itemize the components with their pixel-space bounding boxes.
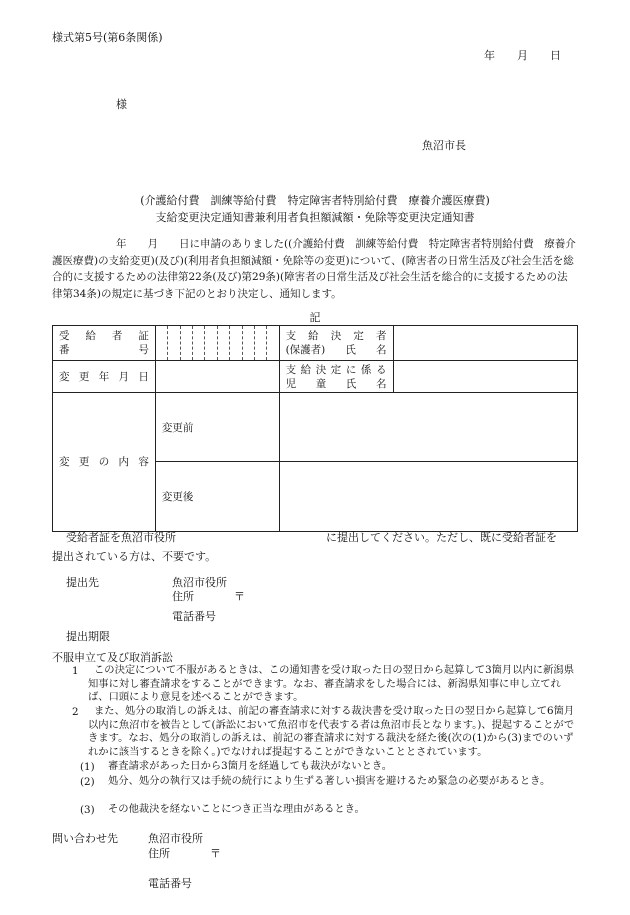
contact-postal-mark: 〒	[210, 847, 221, 860]
table-label-char: 氏	[345, 344, 356, 356]
appeal-sub-2: 処分、処分の執行又は手続の続行により生ずる著しい損害を避けるため緊急の必要があるとき。	[108, 775, 551, 787]
dest-name: 魚沼市役所	[172, 576, 227, 589]
table-label-char: 決	[315, 363, 327, 376]
contact-phone-label: 電話番号	[148, 877, 192, 890]
appeal-sub-2-number: (2)	[80, 776, 95, 788]
dest-address-label: 住所	[172, 590, 194, 603]
table-label-char: 年	[98, 370, 110, 383]
table-label-char: 容	[138, 456, 149, 468]
table-label-char: 係	[360, 363, 372, 376]
guardian-name-label	[279, 326, 393, 361]
appeal-item-1: この決定について不服があるときは、この通知書を受け取った日の翌日から起算して3箇月以内に新潟県知事に対し審査請求をすることができます。なお、審査請求をした場合には、新潟県知事に申し立てれば、口頭により意見を述べることができます。	[88, 664, 574, 704]
table-label-char: 月	[118, 370, 130, 383]
table-label-char: 更	[78, 456, 90, 468]
table-label-char: 給	[85, 330, 96, 342]
submission-text-1: 受給者証を魚沼市役所	[66, 531, 176, 544]
table-label-char: に	[345, 363, 357, 376]
table-label-char: の	[98, 456, 110, 468]
sender-name: 魚沼市長	[422, 139, 466, 152]
child-name-label	[279, 361, 393, 393]
table-label-char: 日	[138, 370, 149, 383]
appeal-item-2: また、処分の取消しの訴えは、前記の審査請求に対する裁決書を受け取った日の翌日から起算して6箇月以内に魚沼市を被告として(訴訟において魚沼市を代表する者は魚沼市長となります。)、提起することができます。なお、処分の取消しの訴えは、前記の審査請求に対する裁決を経た後(次の(1)から(3)までのいずれかに該当するときを除く。)でなければ提起することができないこととされています。	[88, 705, 575, 758]
title-line-2: 支給変更決定通知書兼利用者負担額減額・免除等変更決定通知書	[155, 211, 475, 224]
table-label-char: 内	[118, 456, 130, 468]
form-number: 様式第5号(第6条関係)	[52, 31, 163, 44]
submission-text-2: に提出してください。ただし、既に受給者証を	[326, 531, 557, 544]
dest-postal-mark: 〒	[234, 590, 245, 603]
contact-name: 魚沼市役所	[148, 832, 203, 845]
table-label-char: (保護者)	[285, 344, 326, 356]
table-label-char: 給	[308, 330, 319, 342]
issue-date: 年 月 日	[484, 49, 561, 62]
decision-table	[52, 325, 578, 532]
table-label-char: 氏	[345, 377, 357, 390]
ki-label: 記	[309, 311, 321, 324]
table-label-char: 変	[59, 456, 70, 468]
table-label-char: 支	[285, 330, 297, 342]
change-content-label	[53, 393, 156, 532]
table-label-char: 名	[376, 344, 387, 356]
appeal-item-2-number: 2	[72, 706, 79, 718]
guardian-name-cell	[393, 326, 578, 361]
dest-label: 提出先	[66, 576, 99, 589]
table-label-char: 変	[59, 370, 70, 383]
change-date-cell	[155, 361, 279, 393]
table-label-char: 童	[315, 377, 327, 390]
appeal-sub-3-number: (3)	[80, 804, 95, 816]
table-label-char: 者	[111, 330, 123, 342]
deadline-label: 提出期限	[66, 630, 110, 643]
appeal-item-1-number: 1	[72, 665, 79, 677]
dest-phone-label: 電話番号	[172, 610, 216, 623]
child-name-cell	[393, 361, 578, 393]
after-content-cell	[279, 462, 577, 532]
change-date-label	[53, 361, 156, 393]
title-line-1: (介護給付費 訓練等給付費 特定障害者特別給付費 療養介護医療費)	[140, 194, 490, 207]
table-label-char: 定	[330, 363, 342, 376]
table-label-char: 決	[330, 330, 342, 342]
table-label-char: 号	[138, 344, 149, 356]
cert-number-label	[53, 326, 156, 361]
appeal-sub-3: その他裁決を経ないことにつき正当な理由があるとき。	[108, 803, 365, 815]
table-label-char: 給	[300, 363, 312, 376]
table-label-char: 証	[138, 330, 149, 342]
before-content-cell	[279, 393, 577, 462]
before-label: 変更前	[155, 393, 279, 462]
table-label-char: る	[375, 363, 387, 376]
addressee-suffix: 様	[116, 98, 127, 111]
submission-text-3: 提出されている方は、不要です。	[52, 550, 217, 563]
table-label-char: 定	[353, 330, 364, 342]
table-label-char: 名	[376, 377, 387, 390]
contact-address-label: 住所	[148, 847, 170, 860]
table-label-char: 番	[59, 344, 70, 356]
appeal-sub-1: 審査請求があった日から3箇月を経過しても裁決がないとき。	[108, 760, 393, 772]
table-label-char: 更	[78, 370, 90, 383]
appeal-sub-1-number: (1)	[80, 761, 95, 773]
table-label-char: 受	[59, 330, 70, 342]
after-label: 変更後	[155, 462, 279, 532]
appeal-heading: 不服申立て及び取消訴訟	[52, 651, 173, 664]
cert-number-cell	[155, 326, 279, 361]
table-label-char: 支	[285, 363, 297, 376]
contact-label: 問い合わせ先	[52, 832, 118, 845]
table-label-char: 者	[375, 330, 387, 342]
body-paragraph: 年 月 日に申請のありました((介護給付費 訓練等給付費 特定障害者特別給付費 療養介護医療費)の支給変更)(及び)(利用者負担額減額・免除等の変更)について、(障害者の日常生活及び社会生活を総合的に支援するための法律第22条(及び)第29条)(障害者の日常生活及び社会生活を総合的に支援するための法律第34条)の規定に基づき下記のとおり決定し、通知します。	[52, 238, 576, 300]
table-label-char: 児	[285, 377, 297, 390]
